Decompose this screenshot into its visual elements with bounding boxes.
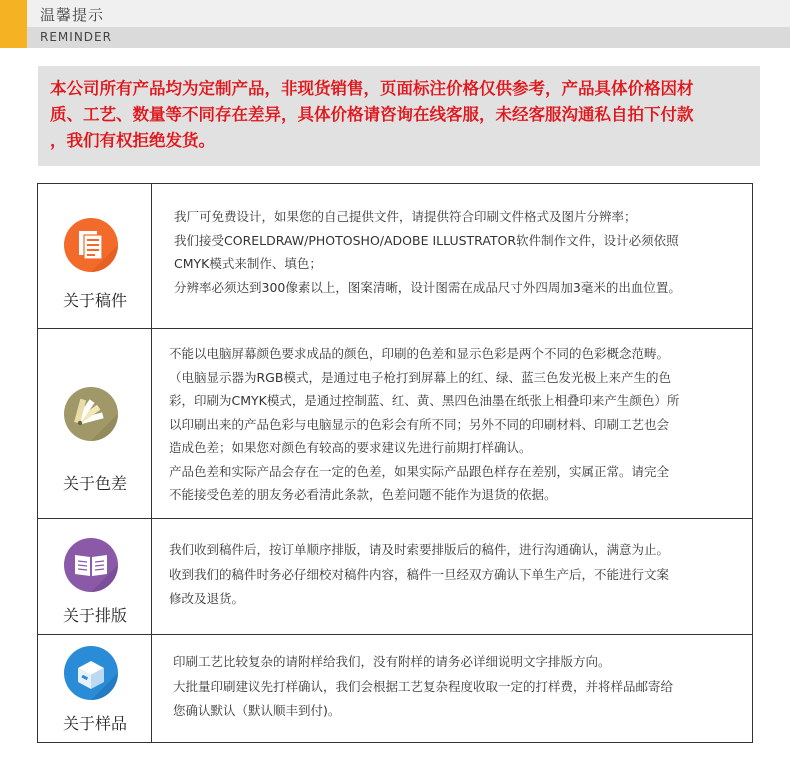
box-icon bbox=[64, 646, 118, 700]
notice-line: ，我们有权拒绝发货。 bbox=[50, 131, 215, 150]
section-body bbox=[152, 519, 752, 634]
section-line: 我厂可免费设计，如果您的自己提供文件，请提供符合印刷文件格式及图片分辨率； bbox=[174, 209, 637, 224]
section-line: 产品色差和实际产品会存在一定的色差，如果实际产品跟色样存在差别，实属正常。请完全 bbox=[169, 463, 670, 479]
section-line: 造成色差；如果您对颜色有较高的要求建议先进行前期打样确认。 bbox=[169, 440, 532, 455]
section-line: 修改及退货。 bbox=[169, 591, 245, 606]
section-line: 不能接受色差的朋友务必看清此条款，色差问题不能作为退货的依据。 bbox=[169, 487, 557, 502]
section-row-manuscript bbox=[38, 184, 752, 329]
section-line: 以印刷出来的产品色彩与电脑显示的色彩会有所不同；另外不同的印刷材料、印刷工艺也会 bbox=[169, 416, 670, 432]
header-subtitle: REMINDER bbox=[40, 30, 112, 44]
section-body bbox=[152, 635, 752, 742]
section-title: 关于排版 bbox=[62, 606, 127, 625]
section-row-layout bbox=[38, 519, 752, 635]
notice-box bbox=[38, 66, 760, 166]
header-title-bar bbox=[27, 0, 790, 27]
section-line: 分辨率必须达到300像素以上，图案清晰，设计图需在成品尺寸外四周加3毫米的出血位置。 bbox=[174, 279, 681, 295]
book-icon bbox=[64, 538, 118, 592]
info-table bbox=[37, 183, 753, 743]
section-row-sample bbox=[38, 635, 752, 742]
section-line: 您确认默认（默认顺丰到付)。 bbox=[173, 703, 341, 718]
section-body bbox=[152, 329, 752, 518]
section-line: 彩，印刷为CMYK模式，是通过控制蓝、红、黄、黑四色油墨在纸张上相叠印来产生颜色）所 bbox=[169, 393, 680, 408]
section-title: 关于色差 bbox=[62, 474, 127, 493]
section-line: （电脑显示器为RGB模式，是通过电子枪打到屏幕上的红、绿、蓝三色发光极上来产生的色 bbox=[169, 369, 671, 385]
header-title: 温馨提示 bbox=[40, 6, 105, 24]
section-body bbox=[152, 184, 752, 328]
section-title: 关于样品 bbox=[62, 714, 127, 733]
section-row-color bbox=[38, 329, 752, 519]
section-line: CMYK模式来制作、填色； bbox=[174, 256, 322, 271]
color-swatch-icon bbox=[64, 387, 118, 441]
notice-line: 质、工艺、数量等不同存在差异，具体价格请咨询在线客服，未经客服沟通私自拍下付款 bbox=[50, 105, 694, 124]
document-icon bbox=[64, 218, 118, 272]
section-line: 印刷工艺比较复杂的请附样给我们，没有附样的请务必详细说明文字排版方向。 bbox=[173, 654, 611, 669]
section-title: 关于稿件 bbox=[62, 291, 127, 310]
header-accent-bar bbox=[0, 0, 27, 48]
section-line: 我们收到稿件后，按订单顺序排版，请及时索要排版后的稿件，进行沟通确认，满意为止。 bbox=[169, 542, 670, 557]
section-line: 大批量印刷建议先打样确认，我们会根据工艺复杂程度收取一定的打样费，并将样品邮寄给 bbox=[173, 678, 674, 694]
notice-line: 本公司所有产品均为定制产品，非现货销售，页面标注价格仅供参考，产品具体价格因材 bbox=[50, 79, 694, 98]
section-line: 收到我们的稿件时务必仔细校对稿件内容，稿件一旦经双方确认下单生产后，不能进行文案 bbox=[169, 566, 670, 582]
header-subtitle-bar bbox=[27, 27, 790, 48]
section-line: 不能以电脑屏幕颜色要求成品的颜色，印刷的色差和显示色彩是两个不同的色彩概念范畴。 bbox=[169, 346, 670, 361]
section-line: 我们接受CORELDRAW/PHOTOSHO/ADOBE ILLUSTRATOR软件制作文件，设计必须依照 bbox=[174, 232, 679, 248]
